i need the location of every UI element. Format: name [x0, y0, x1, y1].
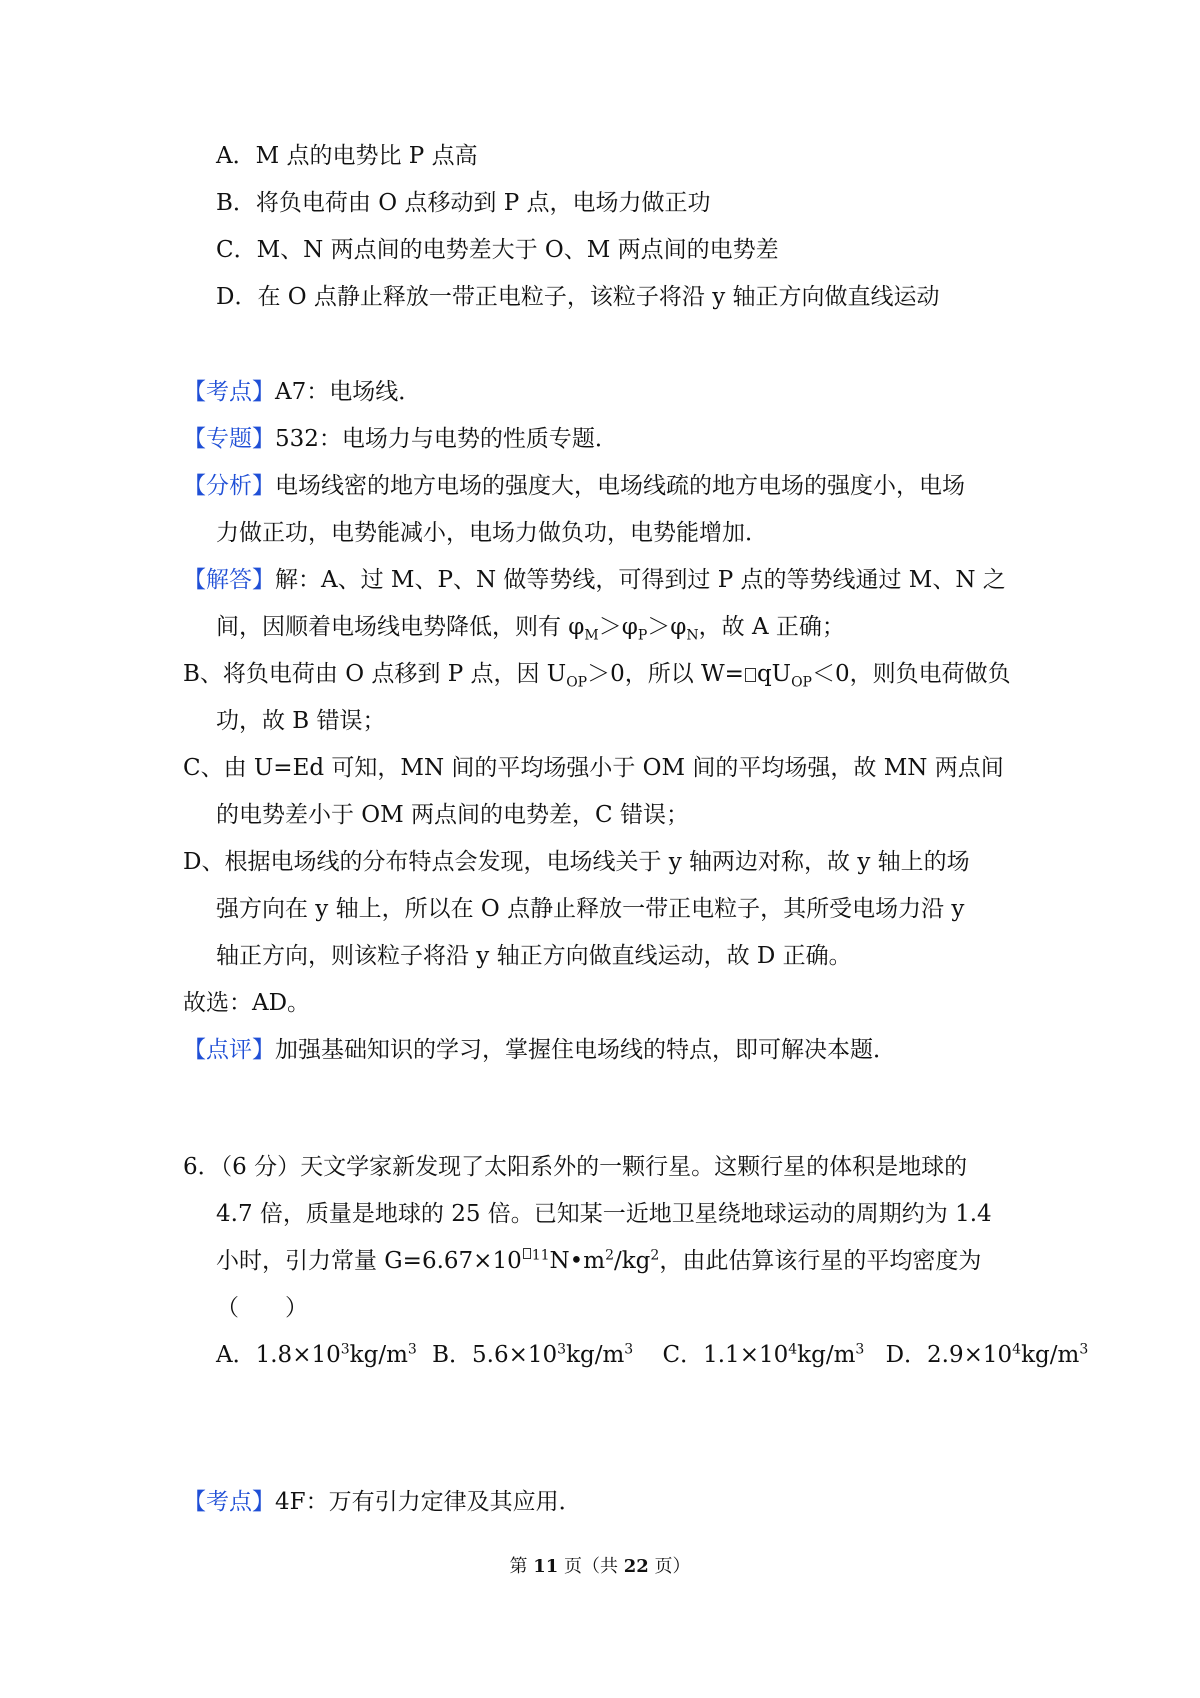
- missing-glyph-box: [745, 668, 756, 682]
- jieda-text-2a: 间，因顺着电场线电势降低，则有 φ: [216, 614, 585, 640]
- fenxi-text-1: 电场线密的地方电场的强度大，电场线疏的地方电场的强度小，电场: [275, 473, 965, 499]
- sub-op-1: OP: [566, 674, 588, 691]
- jieda-text-1: 解：A、过 M、P、N 做等势线，可得到过 P 点的等势线通过 M、N 之: [275, 567, 1006, 593]
- q6-line-3: [216, 1246, 981, 1276]
- page-number: 11: [533, 1556, 559, 1577]
- jieda-line-2: [216, 612, 845, 642]
- jieda-c-line-1: C、由 U=Ed 可知，MN 间的平均场强小于 OM 间的平均场强，故 MN 两点间: [183, 755, 1004, 781]
- kaodian2-line: [183, 1487, 582, 1517]
- gt-2: ＞φ: [647, 614, 687, 640]
- kaodian2-text: 4F：万有引力定律及其应用．: [275, 1489, 582, 1515]
- jieda-d-line-2: 强方向在 y 轴上，所以在 O 点静止释放一带正电粒子，其所受电场力沿 y: [216, 896, 965, 922]
- jieda-tag: 【解答】: [183, 567, 275, 593]
- option-a: A．M 点的电势比 P 点高: [216, 143, 478, 169]
- q6-3d: ，由此估算该行星的平均密度为: [659, 1248, 982, 1274]
- sub-op-2: OP: [791, 674, 812, 691]
- q6-option-d: D．$2.9\times 10^4kg/m^3$: [885, 1341, 1089, 1368]
- b1-c: qU: [756, 661, 792, 687]
- jieda-line-1: [183, 565, 1006, 595]
- option-d: D．在 O 点静止释放一带正电粒子，该粒子将沿 y 轴正方向做直线运动: [216, 284, 940, 310]
- q6-options: [216, 1340, 1088, 1370]
- q6-3a: 小时，引力常量 G=6.67×10: [216, 1248, 522, 1274]
- footer-middle: 页（共: [558, 1556, 624, 1577]
- q6-line-1: 6．（6 分）天文学家新发现了太阳系外的一颗行星。这颗行星的体积是地球的: [183, 1154, 968, 1180]
- dianping-tag: 【点评】: [183, 1037, 275, 1063]
- missing-glyph-box: [523, 1248, 531, 1259]
- zhuanti-tag: 【专题】: [183, 426, 275, 452]
- sup-2a: 2: [605, 1247, 614, 1264]
- q6-line-4: （ ）: [216, 1295, 308, 1321]
- kaodian2-tag: 【考点】: [183, 1489, 275, 1515]
- sub-n: N: [686, 627, 699, 644]
- fenxi-line-2: 力做正功，电势能减小，电场力做负功，电势能增加．: [216, 520, 768, 546]
- page-total: 22: [623, 1556, 649, 1577]
- footer-prefix: 第: [509, 1556, 534, 1577]
- jieda-b-line-1: [183, 659, 1011, 689]
- jieda-d-line-1: D、根据电场线的分布特点会发现，电场线关于 y 轴两边对称，故 y 轴上的场: [183, 849, 970, 875]
- sub-m: M: [584, 627, 599, 644]
- dianping-line: [183, 1035, 896, 1065]
- gt-1: ＞φ: [598, 614, 638, 640]
- answer-line: 故选：AD。: [183, 990, 311, 1016]
- b1-b: ＞0，所以 W=: [587, 661, 744, 687]
- jieda-text-2b: ，故 A 正确；: [698, 614, 845, 640]
- sup-2b: 2: [650, 1247, 660, 1264]
- option-c: C．M、N 两点间的电势差大于 O、M 两点间的电势差: [216, 237, 779, 263]
- q6-option-a: A．$1.8\times 10^3kg/m^3$: [216, 1341, 417, 1368]
- b1-a: B、将负电荷由 O 点移到 P 点，因 U: [183, 661, 567, 687]
- fenxi-tag: 【分析】: [183, 473, 275, 499]
- exp-11: 11: [531, 1247, 550, 1264]
- kaodian-tag: 【考点】: [183, 379, 275, 405]
- zhuanti-line: [183, 424, 618, 454]
- kaodian-line: [183, 377, 421, 407]
- option-b: B．将负电荷由 O 点移动到 P 点，电场力做正功: [216, 190, 711, 216]
- kaodian-text: A7：电场线．: [275, 379, 422, 405]
- dianping-text: 加强基础知识的学习，掌握住电场线的特点，即可解决本题．: [275, 1037, 896, 1063]
- jieda-d-line-3: 轴正方向，则该粒子将沿 y 轴正方向做直线运动，故 D 正确。: [216, 943, 852, 969]
- q6-option-c: C．$1.1\times 10^4kg/m^3$: [662, 1341, 865, 1368]
- footer-suffix: 页）: [648, 1556, 691, 1577]
- sub-p: P: [637, 627, 648, 644]
- q6-3b: N•m: [549, 1248, 606, 1274]
- fenxi-line-1: [183, 471, 965, 501]
- q6-3c: /kg: [613, 1248, 651, 1274]
- q6-option-b: B．$5.6\times 10^3kg/m^3$: [432, 1341, 634, 1368]
- jieda-b-line-2: 功，故 B 错误；: [216, 708, 386, 734]
- jieda-c-line-2: 的电势差小于 OM 两点间的电势差，C 错误；: [216, 802, 689, 828]
- q6-line-2: 4.7 倍，质量是地球的 25 倍。已知某一近地卫星绕地球运动的周期约为 1.4: [216, 1201, 992, 1227]
- zhuanti-text: 532：电场力与电势的性质专题．: [275, 426, 618, 452]
- page-footer: [0, 1555, 1200, 1579]
- b1-d: ＜0，则负电荷做负: [811, 661, 1011, 687]
